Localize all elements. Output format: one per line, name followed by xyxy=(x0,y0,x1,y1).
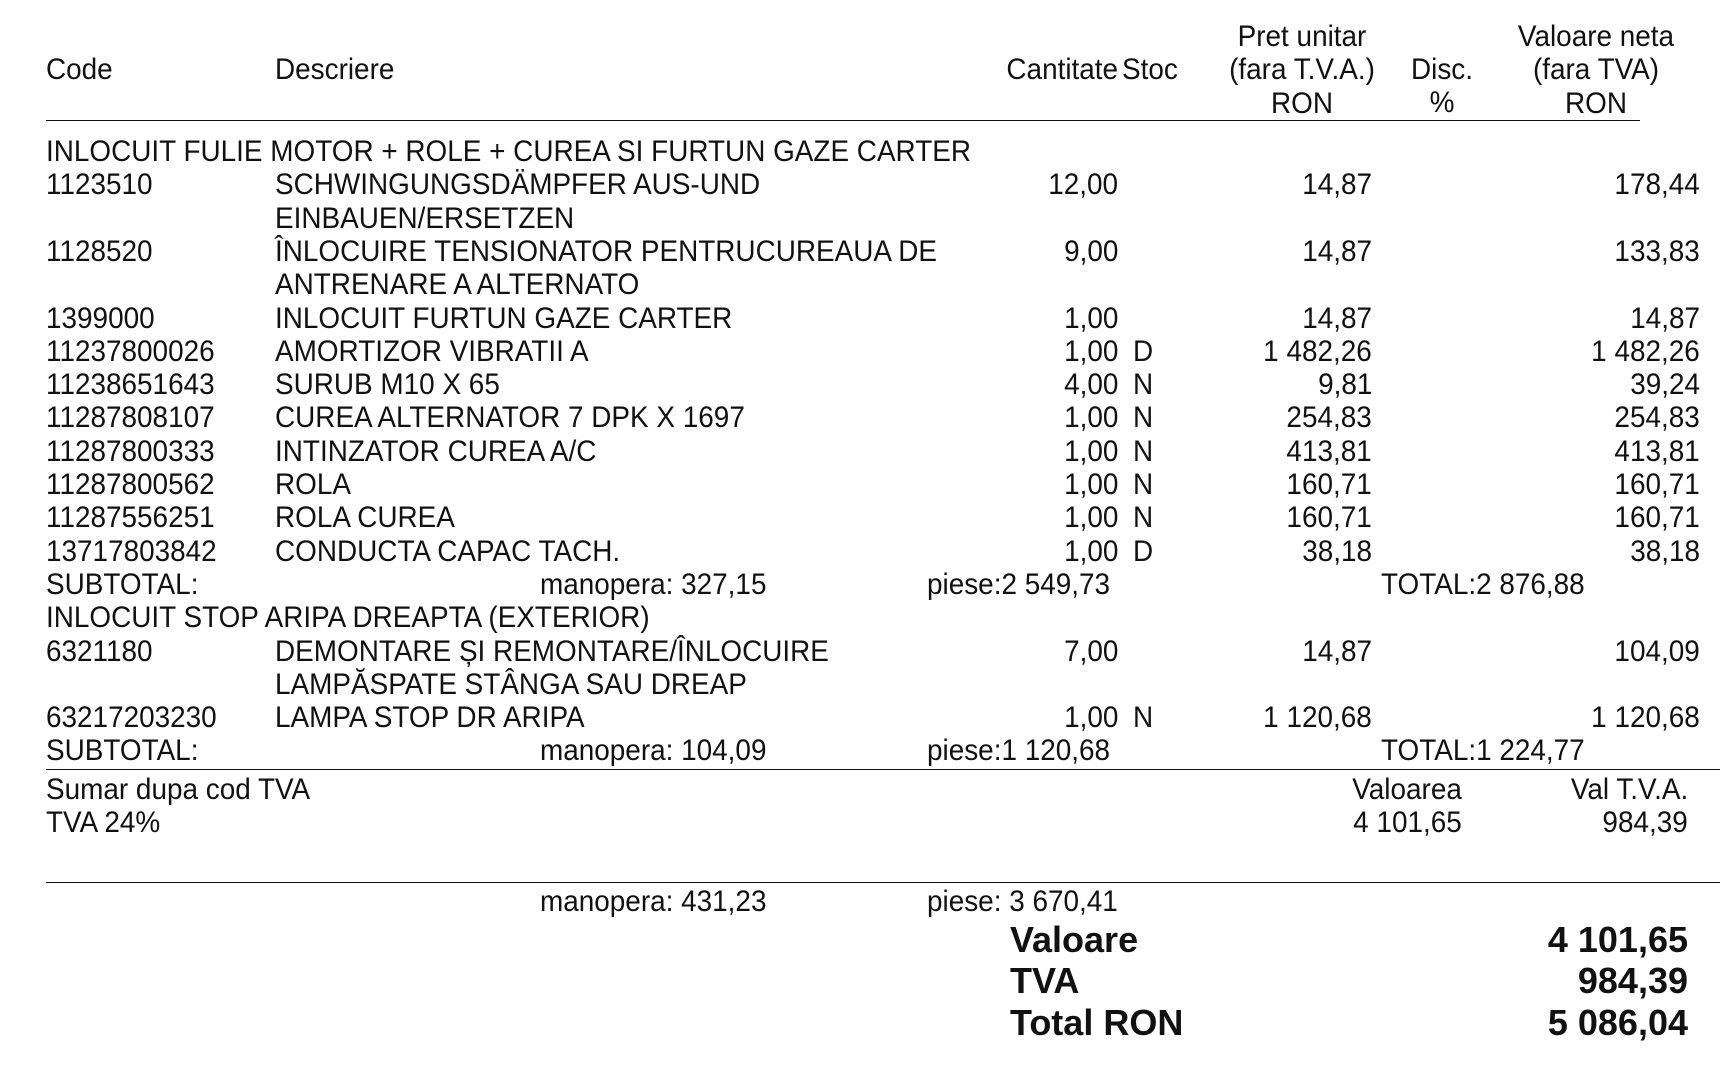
item-description: CUREA ALTERNATOR 7 DPK X 1697 xyxy=(275,401,745,435)
vat-summary-title: Sumar dupa cod TVA xyxy=(46,773,311,806)
item-unit-price: 160,71 xyxy=(1286,468,1372,501)
column-header-net-value-line: RON xyxy=(1564,86,1627,120)
subtotal-labour: manopera: 327,15 xyxy=(540,567,767,601)
vat-amount-value: 984,39 xyxy=(1602,806,1688,839)
item-unit-price: 1 482,26 xyxy=(1263,334,1372,368)
item-unit-price: 14,87 xyxy=(1302,168,1372,202)
item-quantity: 1,00 xyxy=(1063,701,1118,735)
vat-base-value: 4 101,65 xyxy=(1353,806,1462,839)
item-stock: D xyxy=(1133,334,1154,368)
item-net-value: 413,81 xyxy=(1614,434,1700,468)
item-stock: D xyxy=(1133,534,1154,568)
item-quantity: 1,00 xyxy=(1063,534,1118,568)
item-code: 13717803842 xyxy=(46,534,217,568)
total-parts: piese: 3 670,41 xyxy=(927,885,1118,918)
item-unit-price: 9,81 xyxy=(1317,368,1372,402)
column-header-code: Code xyxy=(46,53,113,86)
item-description: SCHWINGUNGSDÄMPFER AUS-UND xyxy=(275,168,761,202)
column-header-quantity: Cantitate xyxy=(1006,53,1118,86)
column-header-unit-price-line: (fara T.V.A.) xyxy=(1229,53,1375,87)
column-header-unit-price-line: RON xyxy=(1270,86,1333,120)
vat-divider xyxy=(46,769,1720,770)
item-code: 6321180 xyxy=(46,634,153,668)
item-description: DEMONTARE ȘI REMONTARE/ÎNLOCUIRE xyxy=(275,634,829,668)
item-code: 63217203230 xyxy=(46,701,217,735)
item-quantity: 1,00 xyxy=(1063,434,1118,468)
column-header-net-value-line: Valoare neta xyxy=(1517,20,1675,53)
total-labour: manopera: 431,23 xyxy=(540,885,767,918)
item-code: 1123510 xyxy=(46,168,153,202)
item-unit-price: 14,87 xyxy=(1302,634,1372,668)
item-net-value: 160,71 xyxy=(1614,468,1700,501)
item-quantity: 7,00 xyxy=(1063,634,1118,668)
totals-divider xyxy=(46,882,1720,883)
item-stock: N xyxy=(1133,401,1154,435)
column-header-stock: Stoc xyxy=(1122,53,1178,86)
item-quantity: 9,00 xyxy=(1063,234,1118,268)
item-quantity: 1,00 xyxy=(1063,334,1118,368)
item-stock: N xyxy=(1133,368,1154,402)
item-net-value: 1 482,26 xyxy=(1591,334,1700,368)
item-unit-price: 14,87 xyxy=(1302,301,1372,335)
item-unit-price: 1 120,68 xyxy=(1263,701,1372,735)
item-net-value: 104,09 xyxy=(1614,634,1700,668)
column-header-discount-line: Disc. xyxy=(1410,53,1473,86)
item-code: 11237800026 xyxy=(46,334,215,368)
vat-value-label: Valoarea xyxy=(1352,773,1462,806)
item-net-value: 14,87 xyxy=(1630,301,1700,335)
item-code: 11287800333 xyxy=(46,434,215,468)
item-code: 11287808107 xyxy=(46,401,215,435)
item-quantity: 1,00 xyxy=(1063,401,1118,435)
column-header-net-value-line: (fara TVA) xyxy=(1532,53,1660,87)
item-quantity: 1,00 xyxy=(1063,468,1118,501)
item-code: 11287556251 xyxy=(46,501,215,535)
column-header-unit-price-line: Pret unitar xyxy=(1237,20,1367,53)
item-stock: N xyxy=(1133,434,1154,468)
item-unit-price: 160,71 xyxy=(1286,501,1372,535)
item-code: 11238651643 xyxy=(46,368,215,402)
item-stock: N xyxy=(1133,701,1154,735)
item-description: EINBAUEN/ERSETZEN xyxy=(275,201,575,235)
grand-value-label: Valoare xyxy=(1010,919,1139,960)
group-title: INLOCUIT STOP ARIPA DREAPTA (EXTERIOR) xyxy=(46,601,650,635)
subtotal-parts: piese:1 120,68 xyxy=(927,734,1111,768)
item-description: ROLA xyxy=(275,468,351,501)
item-description: AMORTIZOR VIBRATII A xyxy=(275,334,589,368)
item-unit-price: 14,87 xyxy=(1302,234,1372,268)
vat-amount-label: Val T.V.A. xyxy=(1570,773,1688,806)
item-description: LAMPĂSPATE STÂNGA SAU DREAP xyxy=(275,667,747,701)
item-unit-price: 413,81 xyxy=(1286,434,1372,468)
item-net-value: 39,24 xyxy=(1630,368,1700,402)
item-quantity: 1,00 xyxy=(1063,501,1118,535)
item-net-value: 133,83 xyxy=(1614,234,1700,268)
item-unit-price: 38,18 xyxy=(1302,534,1372,568)
item-quantity: 12,00 xyxy=(1048,168,1118,202)
header-divider xyxy=(46,120,1640,121)
item-net-value: 1 120,68 xyxy=(1591,701,1700,735)
item-unit-price: 254,83 xyxy=(1286,401,1372,435)
grand-vat-label: TVA xyxy=(1010,960,1080,1001)
item-description: ROLA CUREA xyxy=(275,501,455,535)
item-description: ÎNLOCUIRE TENSIONATOR PENTRUCUREAUA DE xyxy=(275,234,937,268)
item-net-value: 178,44 xyxy=(1614,168,1700,202)
grand-value: 4 101,65 xyxy=(1547,919,1688,960)
subtotal-parts: piese:2 549,73 xyxy=(927,567,1111,601)
item-description: ANTRENARE A ALTERNATO xyxy=(275,268,640,302)
item-stock: N xyxy=(1133,501,1154,535)
item-net-value: 254,83 xyxy=(1614,401,1700,435)
item-code: 11287800562 xyxy=(46,468,215,501)
item-code: 1128520 xyxy=(46,234,153,268)
group-title: INLOCUIT FULIE MOTOR + ROLE + CUREA SI FURTUN GAZE CARTER xyxy=(46,135,972,168)
item-quantity: 1,00 xyxy=(1063,301,1118,335)
subtotal-total: TOTAL:1 224,77 xyxy=(1381,734,1585,768)
item-description: LAMPA STOP DR ARIPA xyxy=(275,701,585,735)
column-header-discount-line: % xyxy=(1429,86,1455,120)
item-description: CONDUCTA CAPAC TACH. xyxy=(275,534,621,568)
item-description: SURUB M10 X 65 xyxy=(275,368,500,402)
vat-rate: TVA 24% xyxy=(46,806,161,839)
subtotal-labour: manopera: 104,09 xyxy=(540,734,767,768)
item-description: INTINZATOR CUREA A/C xyxy=(275,434,597,468)
subtotal-label: SUBTOTAL: xyxy=(46,567,199,601)
column-header-description: Descriere xyxy=(275,53,395,86)
item-description: INLOCUIT FURTUN GAZE CARTER xyxy=(275,301,733,335)
item-code: 1399000 xyxy=(46,301,155,335)
subtotal-total: TOTAL:2 876,88 xyxy=(1381,567,1585,601)
grand-vat: 984,39 xyxy=(1577,960,1688,1001)
item-quantity: 4,00 xyxy=(1063,368,1118,402)
grand-total: 5 086,04 xyxy=(1547,1002,1688,1043)
item-net-value: 160,71 xyxy=(1614,501,1700,535)
subtotal-label: SUBTOTAL: xyxy=(46,734,199,768)
item-net-value: 38,18 xyxy=(1630,534,1700,568)
item-stock: N xyxy=(1133,468,1154,501)
grand-total-label: Total RON xyxy=(1010,1002,1184,1043)
